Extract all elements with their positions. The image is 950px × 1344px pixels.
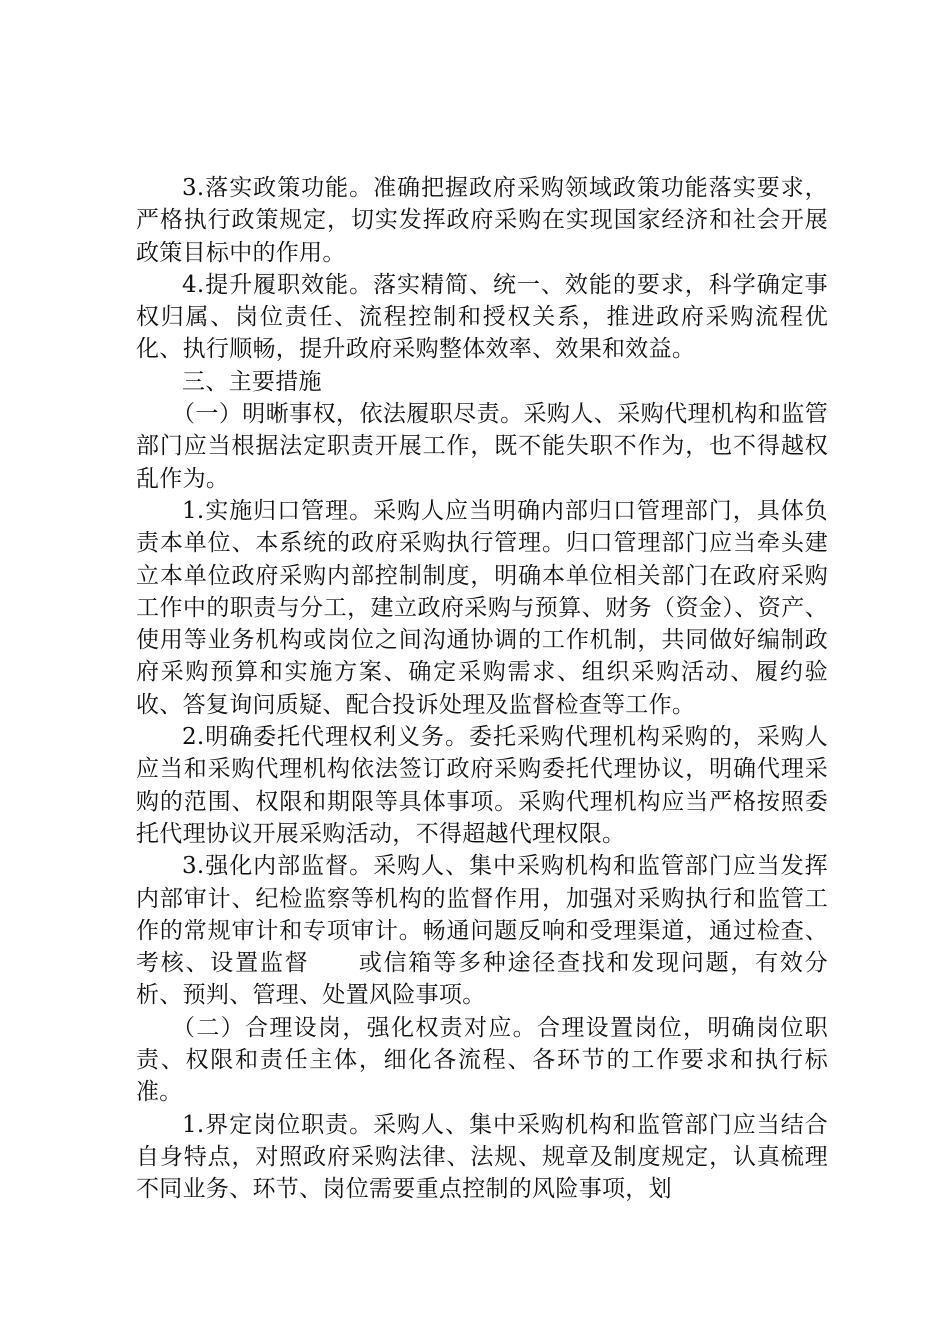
paragraph-clarify-powers: （一）明晰事权，依法履职尽责。采购人、采购代理机构和监管部门应当根据法定职责开展工作，既不能失职不作为，也不得越权乱作为。 (136, 401, 828, 492)
paragraph-reasonable-posts: （二）合理设岗，强化权责对应。合理设置岗位，明确岗位职责、权限和责任主体，细化各流程、各环节的工作要求和执行标准。 (136, 1014, 828, 1106)
paragraph-performance-efficiency: 4.提升履职效能。落实精简、统一、效能的要求，科学确定事权归属、岗位责任、流程控制和授权关系，推进政府采购流程优化、执行顺畅，提升政府采购整体效率、效果和效益。 (136, 271, 828, 363)
document-body (136, 172, 828, 1206)
section-heading-main-measures: 三、主要措施 (182, 368, 322, 395)
paragraph-centralized-management: 1.实施归口管理。采购人应当明确内部归口管理部门，具体负责本单位、本系统的政府采购执行管理。归口管理部门应当牵头建立本单位政府采购内部控制制度，明确本单位相关部门在政府采购工作中的职责与分工，建立政府采购与预算、财务（资金）、资产、使用等业务机构或岗位之间沟通协调的工作机制，共同做好编制政府采购预算和实施方案、确定采购需求、组织采购活动、履约验收、答复询问质疑、配合投诉处理及监督检查等工作。 (136, 497, 828, 718)
paragraph-define-duties: 1.界定岗位职责。采购人、集中采购机构和监管部门应当结合自身特点，对照政府采购法律、法规、规章及制度规定，认真梳理不同业务、环节、岗位需要重点控制的风险事项，划 (136, 1111, 828, 1203)
paragraph-policy-function: 3.落实政策功能。准确把握政府采购领域政策功能落实要求，严格执行政策规定，切实发挥政府采购在实现国家经济和社会开展政策目标中的作用。 (136, 175, 828, 266)
paragraph-internal-supervision: 3.强化内部监督。采购人、集中采购机构和监管部门应当发挥内部审计、纪检监察等机构的监督作用，加强对采购执行和监管工作的常规审计和专项审计。畅通问题反响和受理渠道，通过检查、考核、设置监督 或信箱等多种途径查找和发现问题，有效分析、预判、管理、处置风险事项。 (136, 853, 828, 1009)
paragraph-agency-rights: 2.明确委托代理权利义务。委托采购代理机构采购的，采购人应当和采购代理机构依法签订政府采购委托代理协议，明确代理采购的范围、权限和期限等具体事项。采购代理机构应当严格按照委托代理协议开展采购活动，不得超越代理权限。 (136, 724, 828, 847)
